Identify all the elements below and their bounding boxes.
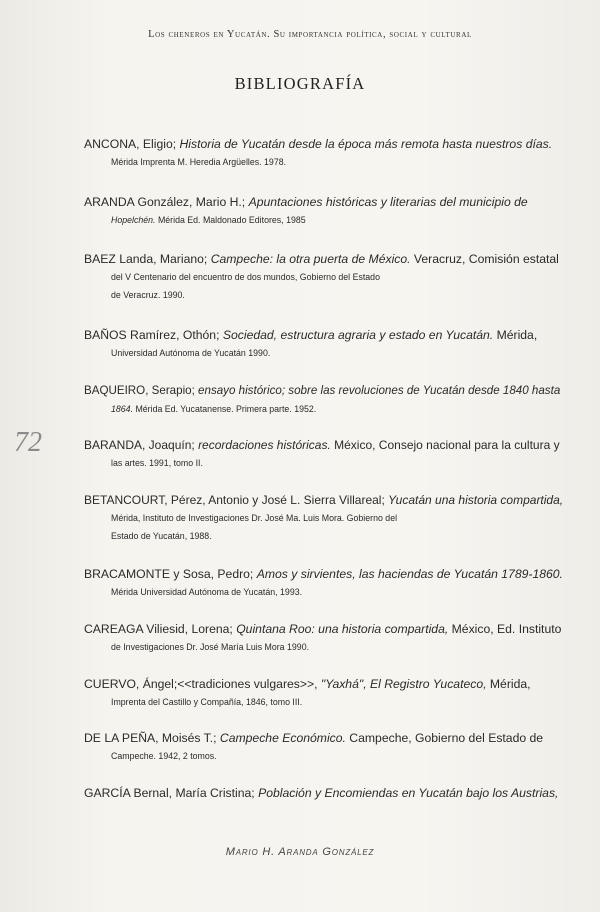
entry-publication: Mérida Universidad Autónoma de Yucatán, 1993. (111, 587, 303, 597)
entry-publication: México, Consejo nacional para la cultura y (330, 438, 560, 452)
entry-author: DE LA PEÑA, Moisés T.; (84, 731, 220, 745)
entry-publication: Mérida, (486, 677, 531, 691)
entry-title-cont: Hopelchén. (111, 215, 156, 225)
entry-title: Población y Encomiendas en Yucatán bajo los Austrias, (258, 786, 559, 800)
bib-entry (84, 784, 564, 802)
bib-entry (84, 491, 564, 545)
entry-author: ARANDA González, Mario H.; (84, 195, 249, 209)
entry-publication: Mérida, (493, 328, 538, 342)
running-head: Los cheneros en Yucatán. Su importancia política, social y cultural (148, 29, 472, 40)
bib-entry (84, 620, 564, 656)
entry-author: CUERVO, Ángel;<<tradiciones vulgares>>, (84, 677, 321, 691)
entry-author: GARCÍA Bernal, María Cristina; (84, 786, 259, 800)
bib-entry (84, 135, 564, 171)
entry-title: Campeche Económico. (219, 731, 346, 745)
entry-author: BETANCOURT, Pérez, Antonio y José L. Sierra Villareal; (84, 493, 389, 507)
entry-publication: Veracruz, Comisión estatal (410, 252, 559, 266)
bib-entry (84, 326, 564, 362)
bib-entry (84, 565, 564, 601)
entry-publication-cont: de Veracruz. 1990. (111, 290, 185, 300)
entry-publication-cont: de Investigaciones Dr. José María Luis Mora 1990. (111, 642, 310, 652)
running-footer: Mario H. Aranda González (225, 846, 375, 858)
entry-publication-cont: Universidad Autónoma de Yucatán 1990. (111, 348, 271, 358)
entry-author: BRACAMONTE y Sosa, Pedro; (84, 567, 257, 581)
entry-title: Sociedad, estructura agraria y estado en Yucatán. (222, 328, 494, 342)
entry-author: ANCONA, Eligio; (84, 137, 180, 151)
entry-publication-cont: Estado de Yucatán, 1988. (111, 531, 212, 541)
entry-title: Yucatán una historia compartida, (388, 493, 564, 507)
page-number: 72 (14, 427, 42, 458)
entry-publication: Campeche, Gobierno del Estado de (345, 731, 544, 745)
entry-publication-cont: del V Centenario del encuentro de dos mundos, Gobierno del Estado (111, 272, 380, 282)
entry-publication: Mérida Ed. Maldonado Editores, 1985 (155, 215, 306, 225)
entry-title: "Yaxhá", El Registro Yucateco, (320, 677, 487, 691)
entry-title: Amos y sirvientes, las haciendas de Yucatán 1789-1860. (256, 567, 563, 581)
entry-title: Quintana Roo: una historia compartida, (236, 622, 449, 636)
bib-entry (84, 382, 564, 418)
entry-author: BARANDA, Joaquín; (84, 438, 199, 452)
entry-publication: Mérida, Instituto de Investigaciones Dr. José Ma. Luis Mora. Gobierno del (111, 513, 398, 523)
entry-publication: Mérida Ed. Yucatanense. Primera parte. 1952. (133, 404, 317, 414)
entry-publication: Mérida Imprenta M. Heredia Argüelles. 1978. (111, 157, 287, 167)
entry-title: recordaciones históricas. (198, 438, 331, 452)
bib-entry (84, 729, 564, 765)
entry-author: CAREAGA Viliesid, Lorena; (84, 622, 237, 636)
entry-publication-cont: Campeche. 1942, 2 tomos. (111, 751, 217, 761)
entry-title: Apuntaciones históricas y literarias del municipio de (248, 195, 528, 209)
section-heading: BIBLIOGRAFÍA (234, 74, 366, 93)
bib-entry (84, 250, 564, 304)
bib-entry (84, 436, 564, 472)
bib-entry (84, 675, 564, 711)
entry-title-cont: 1864. (111, 404, 134, 414)
entry-title: Historia de Yucatán desde la época más remota hasta nuestros días. (179, 137, 553, 151)
entry-publication-cont: las artes. 1991, tomo II. (111, 458, 203, 468)
entry-title: ensayo histórico; sobre las revoluciones de Yucatán desde 1840 hasta (198, 384, 561, 397)
entry-author: BAQUEIRO, Serapio; (84, 384, 199, 397)
entry-publication: México, Ed. Instituto (448, 622, 562, 636)
entry-author: BAÑOS Ramírez, Othón; (84, 328, 223, 342)
bib-entry (84, 193, 564, 229)
entry-title: Campeche: la otra puerta de México. (210, 252, 411, 266)
entry-author: BAEZ Landa, Mariano; (84, 252, 211, 266)
entry-publication-cont: Imprenta del Castillo y Compañía, 1846, tomo III. (111, 697, 303, 707)
